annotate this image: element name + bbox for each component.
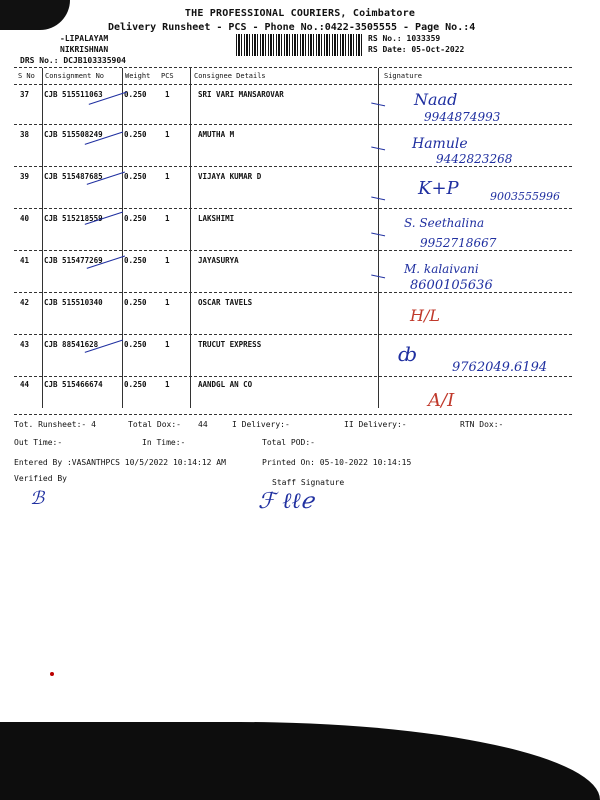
column-divider xyxy=(42,68,43,408)
row-consignee: AANDGL AN CO xyxy=(198,380,253,389)
row-sno: 38 xyxy=(20,130,30,139)
divider xyxy=(14,67,572,68)
signature-line-mark xyxy=(371,189,387,201)
printed-on: Printed On: 05-10-2022 10:14:15 xyxy=(262,458,412,467)
row-pcs: 1 xyxy=(165,214,170,223)
signature-name: S. Seethalina xyxy=(404,216,485,230)
check-mark xyxy=(83,244,125,269)
area-name: -LIPALAYAM xyxy=(60,34,109,43)
row-weight: 0.250 xyxy=(124,90,147,99)
check-mark xyxy=(83,160,125,185)
signature-phone: 8600105636 xyxy=(410,278,493,293)
row-consignee: TRUCUT EXPRESS xyxy=(198,340,262,349)
row-consignment: CJB 515511063 xyxy=(44,90,103,99)
row-sno: 43 xyxy=(20,340,30,349)
row-divider xyxy=(14,292,572,293)
signature-line-mark xyxy=(371,95,387,107)
column-divider xyxy=(122,68,123,408)
column-divider xyxy=(190,68,191,408)
signature-phone: 9442823268 xyxy=(436,152,513,166)
row-weight: 0.250 xyxy=(124,130,147,139)
total-dox-value: 44 xyxy=(198,420,208,429)
row-consignee: LAKSHIMI xyxy=(198,214,235,223)
column-header-consignment: Consignment No xyxy=(45,72,105,80)
divider xyxy=(14,84,572,85)
scribble-mark: ȸ xyxy=(398,342,418,366)
ink-dot xyxy=(50,672,54,676)
runsheet-subtitle: Delivery Runsheet - PCS - Phone No.:0422-3505555 - Page No.:4 xyxy=(108,22,476,33)
company-title: THE PROFESSIONAL COURIERS, Coimbatore xyxy=(184,8,416,19)
row-weight: 0.250 xyxy=(124,340,147,349)
row-weight: 0.250 xyxy=(124,256,147,265)
drs-number: DRS No.: DCJB103335904 xyxy=(20,56,126,65)
staff-signature-mark: ℱ ℓℓℯ xyxy=(258,489,314,514)
row-sno: 44 xyxy=(20,380,30,389)
row-weight: 0.250 xyxy=(124,298,147,307)
row-consignment: CJB 88541628 xyxy=(44,340,99,349)
verified-by: Verified By xyxy=(14,474,67,483)
out-time: Out Time:- xyxy=(14,438,63,447)
signature-line-mark xyxy=(371,225,387,237)
signature-name: Naad xyxy=(414,90,458,109)
signature-name: Hamule xyxy=(412,136,468,152)
staff-signature-label: Staff Signature xyxy=(272,478,345,487)
rtn-dox: RTN Dox:- xyxy=(460,420,504,429)
row-weight: 0.250 xyxy=(124,380,147,389)
check-mark xyxy=(81,328,123,353)
row-consignment: CJB 515477269 xyxy=(44,256,103,265)
row-pcs: 1 xyxy=(165,340,170,349)
row-consignee: VIJAYA KUMAR D xyxy=(198,172,262,181)
row-pcs: 1 xyxy=(165,380,170,389)
row-pcs: 1 xyxy=(165,298,170,307)
row-divider xyxy=(14,414,572,415)
row-divider xyxy=(14,124,572,125)
barcode xyxy=(236,34,362,56)
row-consignee: SRI VARI MANSAROVAR xyxy=(198,90,284,99)
total-dox-label: Total Dox:- xyxy=(128,420,181,429)
row-consignee: AMUTHA M xyxy=(198,130,235,139)
row-sno: 39 xyxy=(20,172,30,181)
ii-delivery: II Delivery:- xyxy=(344,420,407,429)
rs-number: RS No.: 1033359 xyxy=(368,34,441,43)
row-divider xyxy=(14,376,572,377)
signature-name: H/L xyxy=(410,306,440,325)
row-consignment: CJB 515510340 xyxy=(44,298,103,307)
i-delivery: I Delivery:- xyxy=(232,420,290,429)
signature-line-mark xyxy=(371,139,387,151)
row-weight: 0.250 xyxy=(124,172,147,181)
row-sno: 41 xyxy=(20,256,30,265)
row-weight: 0.250 xyxy=(124,214,147,223)
column-header-weight: Weight xyxy=(125,72,151,80)
signature-name: K+P xyxy=(418,178,459,199)
row-sno: 37 xyxy=(20,90,30,99)
column-header-sno: S No xyxy=(18,72,35,80)
in-time: In Time:- xyxy=(142,438,186,447)
scan-edge xyxy=(0,722,600,800)
row-consignment: CJB 515487685 xyxy=(44,172,103,181)
signature-phone: 9944874993 xyxy=(424,110,501,124)
signature-phone: 9952718667 xyxy=(420,236,497,250)
verifier-signature: ℬ xyxy=(30,488,45,509)
row-pcs: 1 xyxy=(165,90,170,99)
row-pcs: 1 xyxy=(165,130,170,139)
row-sno: 40 xyxy=(20,214,30,223)
column-header-signature: Signature xyxy=(384,72,422,80)
row-consignee: OSCAR TAVELS xyxy=(198,298,253,307)
signature-name: M. kalaivani xyxy=(404,262,479,276)
row-pcs: 1 xyxy=(165,172,170,181)
signature-line-mark xyxy=(371,267,387,279)
total-pod: Total POD:- xyxy=(262,438,315,447)
column-divider xyxy=(378,68,379,408)
column-header-pcs: PCS xyxy=(161,72,174,80)
row-sno: 42 xyxy=(20,298,30,307)
row-pcs: 1 xyxy=(165,256,170,265)
staff-name: NIKRISHNAN xyxy=(60,45,109,54)
row-consignment: CJB 515508249 xyxy=(44,130,103,139)
signature-name: A/I xyxy=(428,390,455,411)
signature-phone: 9003555996 xyxy=(490,190,560,203)
column-header-consignee: Consignee Details xyxy=(194,72,266,80)
tot-runsheet: Tot. Runsheet:- 4 xyxy=(14,420,96,429)
row-consignee: JAYASURYA xyxy=(198,256,239,265)
signature-phone: 9762049.6194 xyxy=(452,360,548,375)
row-consignment: CJB 515466674 xyxy=(44,380,103,389)
row-consignment: CJB 515218559 xyxy=(44,214,103,223)
entered-by: Entered By :VASANTHPCS 10/5/2022 10:14:12 AM xyxy=(14,458,226,467)
rs-date: RS Date: 05-Oct-2022 xyxy=(368,45,465,54)
